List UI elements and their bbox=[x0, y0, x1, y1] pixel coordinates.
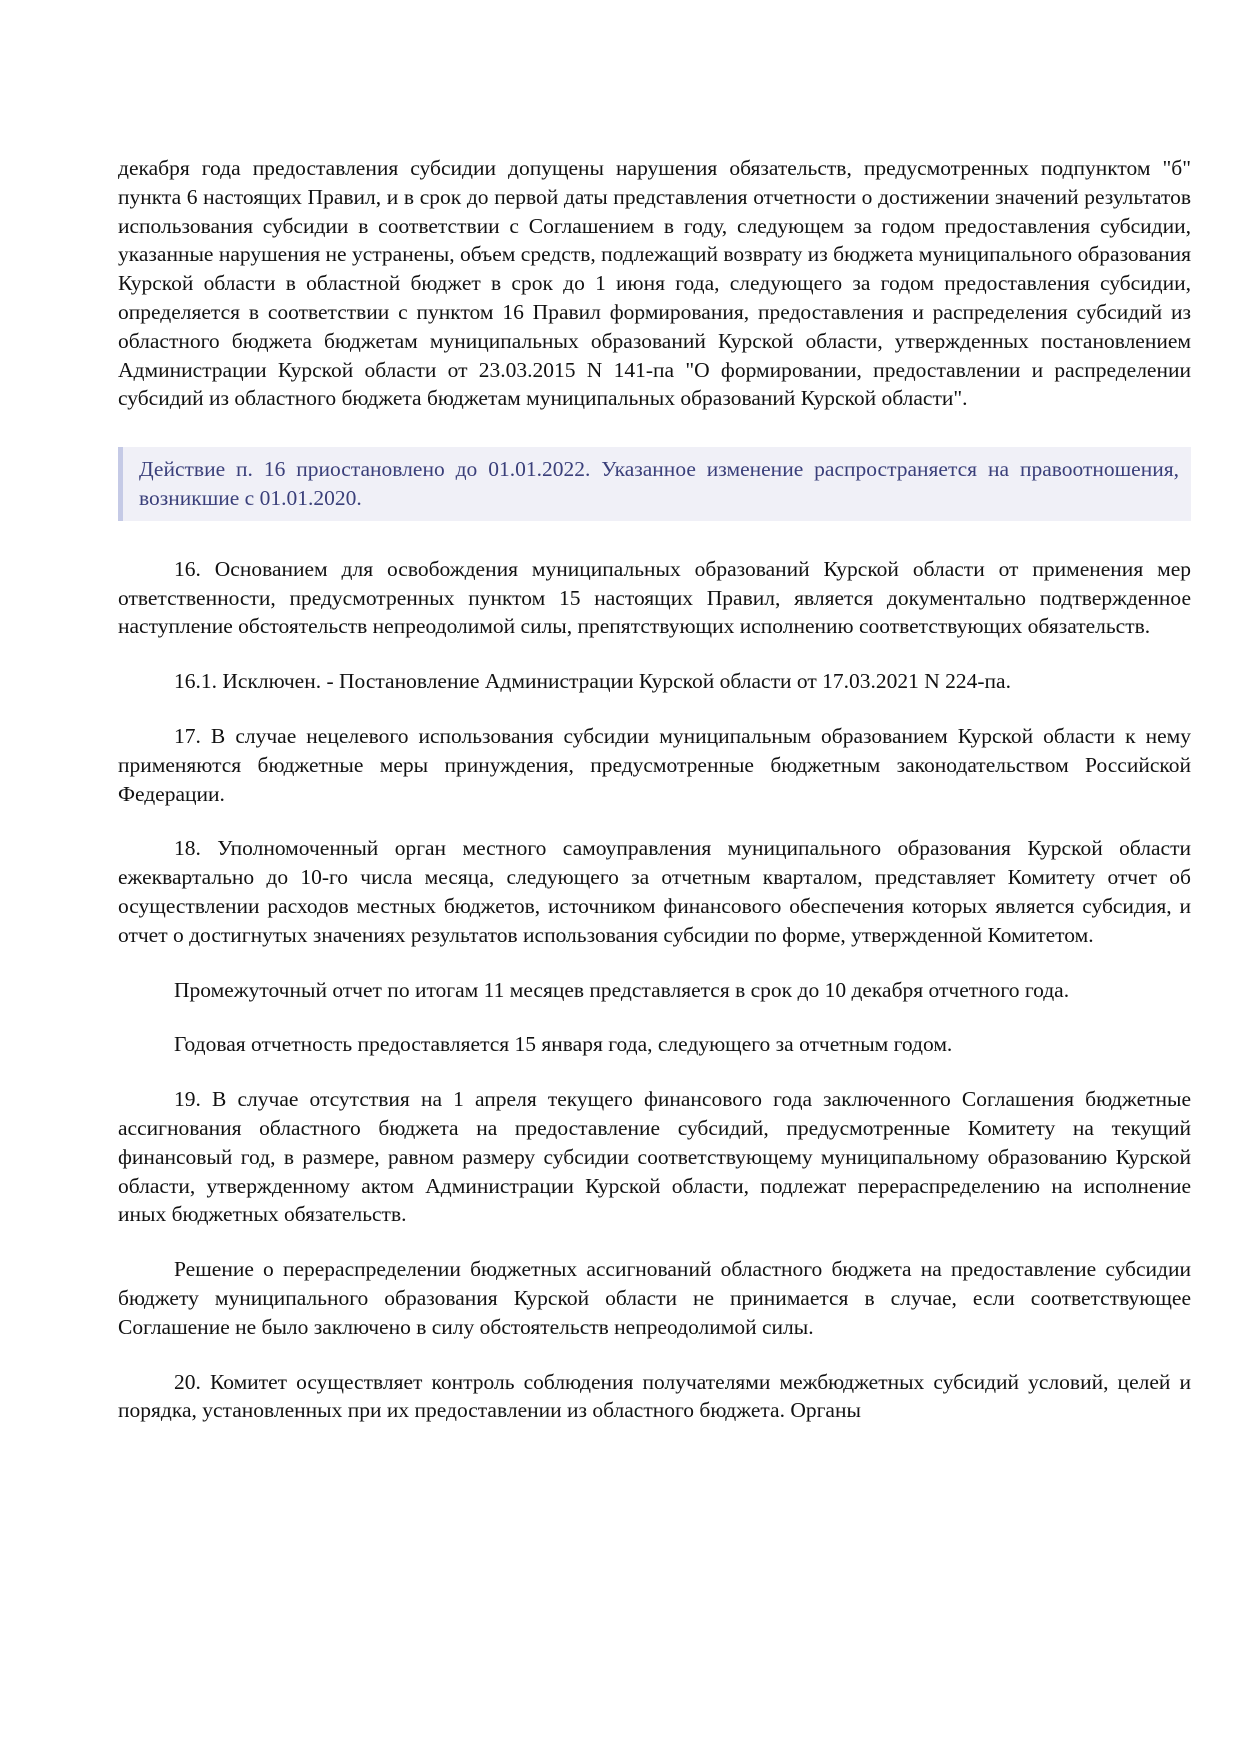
paragraph-16-1: 16.1. Исключен. - Постановление Администрации Курской области от 17.03.2021 N 224-па. bbox=[174, 669, 1011, 694]
paragraph-19: 19. В случае отсутствия на 1 апреля текущего финансового года заключенного Соглашения бюджетные ассигнования областного бюджета на предоставление субсидий, предусмотренные Комитету на текущий финансовый год, в размере, равном размеру субсидии соответствующему муниципальному образованию Курской области, утвержденному актом Администрации Курской области, подлежат перераспределению на исполнение иных бюджетных обязательств. bbox=[118, 1087, 1191, 1227]
paragraph-17: 17. В случае нецелевого использования субсидии муниципальным образованием Курской области к нему применяются бюджетные меры принуждения, предусмотренные бюджетным законодательством Российской Федерации. bbox=[118, 723, 1191, 806]
paragraph-annual-report: Годовая отчетность предоставляется 15 января года, следующего за отчетным годом. bbox=[174, 1032, 953, 1057]
document-body bbox=[118, 154, 1191, 1451]
paragraph-20: 20. Комитет осуществляет контроль соблюдения получателями межбюджетных субсидий условий, целей и порядка, установленных при их предоставлении из областного бюджета. Органы bbox=[118, 1369, 1191, 1423]
paragraph-18: 18. Уполномоченный орган местного самоуправления муниципального образования Курской области ежеквартально до 10-го числа месяца, следующего за отчетным кварталом, представляет Комитету отчет об осуществлении расходов местных бюджетов, источником финансового обеспечения которых является субсидия, и отчет о достигнутых значениях результатов использования субсидии по форме, утвержденной Комитетом. bbox=[118, 836, 1191, 947]
editorial-note bbox=[118, 447, 1191, 521]
note-text: Действие п. 16 приостановлено до 01.01.2022. Указанное изменение распространяется на правоотношения, возникшие с 01.01.2020. bbox=[139, 457, 1179, 510]
paragraph-continued: декабря года предоставления субсидии допущены нарушения обязательств, предусмотренных подпунктом "б" пункта 6 настоящих Правил, и в срок до первой даты представления отчетности о достижении значений результатов использования субсидии в соответствии с Соглашением в году, следующем за годом предоставления субсидии, указанные нарушения не устранены, объем средств, подлежащий возврату из бюджета муниципального образования Курской области в областной бюджет в срок до 1 июня года, следующего за годом предоставления субсидии, определяется в соответствии с пунктом 16 Правил формирования, предоставления и распределения субсидий из областного бюджета бюджетам муниципальных образований Курской области, утвержденных постановлением Администрации Курской области от 23.03.2015 N 141-па "О формировании, предоставлении и распределении субсидий из областного бюджета бюджетам муниципальных образований Курской области". bbox=[118, 156, 1191, 411]
paragraph-interim-report: Промежуточный отчет по итогам 11 месяцев представляется в срок до 10 декабря отчетного года. bbox=[174, 977, 1070, 1002]
paragraph-decision: Решение о перераспределении бюджетных ассигнований областного бюджета на предоставление субсидии бюджету муниципального образования Курской области не принимается в случае, если соответствующее Соглашение не было заключено в силу обстоятельств непреодолимой силы. bbox=[118, 1257, 1191, 1339]
paragraph-16: 16. Основанием для освобождения муниципальных образований Курской области от применения мер ответственности, предусмотренных пунктом 15 настоящих Правил, является документально подтвержденное наступление обстоятельств непреодолимой силы, препятствующих исполнению соответствующих обязательств. bbox=[118, 556, 1191, 639]
